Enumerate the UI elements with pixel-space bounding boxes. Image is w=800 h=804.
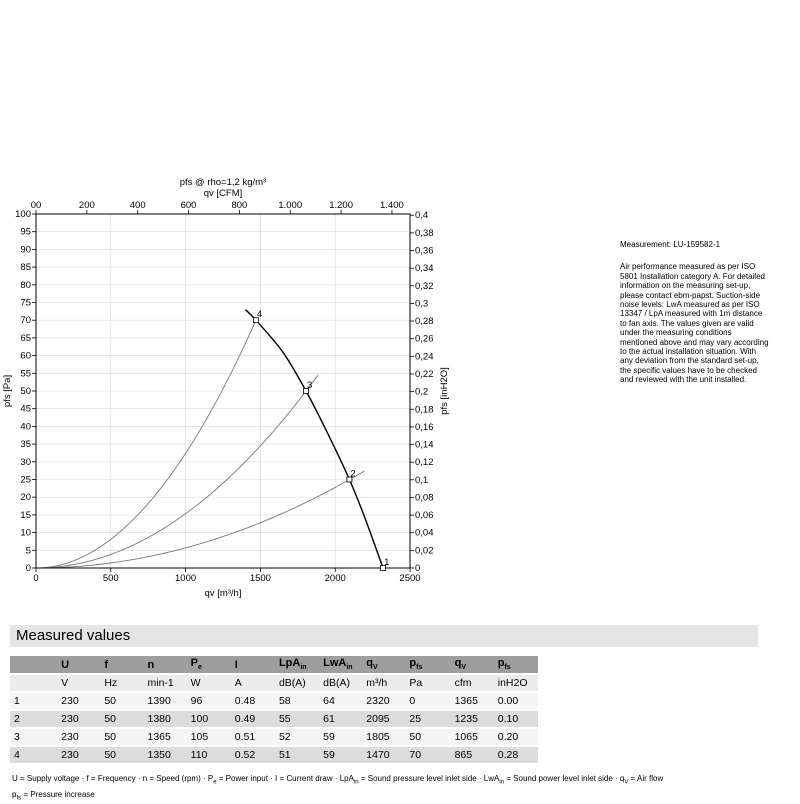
- y2-tick-label: 0,04: [415, 527, 434, 539]
- table-cell-text: 64: [323, 695, 335, 707]
- y2-tick-label: 0,4: [415, 210, 429, 222]
- table-cell-text: 50: [104, 731, 117, 743]
- system-curve: [36, 468, 364, 568]
- header-subscript: e: [197, 664, 202, 672]
- y-axis-title: pfs [Pa]: [2, 374, 13, 408]
- x2-tick-label: 1.400: [380, 200, 404, 211]
- header-cell: [57, 656, 100, 674]
- table-cell: [275, 710, 319, 728]
- y2-tick-label: 0,22: [415, 368, 434, 380]
- header-cell-text: p: [497, 657, 505, 670]
- table-cell: [100, 728, 143, 746]
- y2-tick-label: 0,3: [415, 298, 429, 310]
- table-cell-text: 1805: [366, 731, 390, 743]
- y-tick-label: 65: [20, 332, 31, 344]
- table-cell: [319, 692, 362, 710]
- x2-tick-label: 1.000: [278, 200, 303, 211]
- y-tick-label: 10: [20, 527, 31, 539]
- table-cell-text: 0.51: [234, 731, 256, 743]
- unit-cell-text: m³/h: [366, 677, 388, 689]
- table-cell-text: 4: [14, 749, 20, 761]
- y2-tick-label: 0,16: [415, 421, 434, 433]
- table-cell: [100, 746, 143, 764]
- y-tick-label: 50: [20, 386, 31, 397]
- header-cell-text: LpA: [278, 657, 301, 670]
- table-cell: [10, 710, 57, 728]
- unit-cell: [100, 674, 143, 692]
- table-cell-text: 0.20: [497, 731, 519, 743]
- table-cell-text: 1365: [454, 695, 478, 707]
- table-cell-text: 51: [278, 749, 291, 761]
- table-cell-text: 1380: [147, 713, 171, 725]
- header-cell-text: p: [409, 657, 417, 670]
- header-cell: [275, 656, 319, 674]
- table-cell: [57, 692, 100, 710]
- fan-curve: [245, 310, 383, 568]
- unit-cell-text: W: [190, 677, 201, 689]
- header-cell-text: q: [366, 657, 373, 670]
- table-cell-text: 105: [190, 731, 209, 743]
- table-cell-text: 1: [14, 695, 20, 707]
- table-cell-text: 0.28: [497, 749, 519, 761]
- grid-lines: [36, 214, 410, 568]
- table-cell-text: 55: [278, 713, 291, 725]
- table-legend: [12, 773, 792, 804]
- operating-point-label: 2: [350, 468, 356, 480]
- table-cell: [319, 710, 362, 728]
- table-cell: [275, 746, 319, 764]
- table-cell-text: 0.00: [497, 695, 519, 707]
- y-tick-label: 15: [20, 509, 31, 521]
- table-cell-text: 50: [409, 731, 422, 743]
- table-cell: [319, 728, 362, 746]
- table-cell-text: 1350: [147, 749, 171, 761]
- table-row: [10, 728, 538, 746]
- table-cell: [143, 728, 186, 746]
- y2-axis-title: pfs [inH2O]: [439, 367, 450, 415]
- y-tick-label: 100: [15, 209, 31, 220]
- table-cell-text: 230: [61, 713, 79, 725]
- header-cell-text: LwA: [323, 657, 347, 670]
- x-tick-label: 2000: [324, 573, 346, 584]
- table-cell-text: 0.10: [497, 713, 519, 725]
- header-subscript: in: [346, 664, 353, 672]
- y2-tick-label: 0,1: [415, 474, 429, 486]
- table-cell: [143, 746, 186, 764]
- operating-point-label: 1: [384, 557, 390, 568]
- y-tick-label: 45: [20, 403, 31, 415]
- header-cell-text: f: [104, 658, 108, 671]
- unit-cell-text: A: [234, 677, 242, 689]
- header-cell-text: n: [147, 658, 155, 671]
- table-cell-text: 3: [14, 731, 20, 743]
- table-cell-text: 2095: [366, 713, 390, 725]
- table-row: [10, 746, 538, 764]
- table-units-row: [10, 674, 538, 692]
- y-tick-label: 30: [20, 456, 31, 468]
- operating-point-label: 4: [256, 309, 263, 321]
- unit-cell: [57, 674, 100, 692]
- table-cell: [187, 692, 231, 710]
- y2-tick-label: 0,26: [415, 333, 434, 345]
- table-cell: [10, 746, 57, 764]
- header-cell-text: I: [234, 658, 238, 671]
- y2-tick-label: 0,08: [415, 492, 434, 504]
- unit-cell: [10, 674, 57, 692]
- header-subscript: in: [300, 664, 307, 672]
- unit-cell-text: inH2O: [497, 677, 528, 689]
- table-cell: [10, 692, 57, 710]
- x-tick-label: 1000: [175, 573, 197, 584]
- unit-cell: [405, 674, 450, 692]
- table-cell-text: 230: [61, 749, 79, 761]
- table-cell-text: 1065: [454, 731, 478, 743]
- table-cell: [405, 728, 450, 746]
- legend-line-1: U = Supply voltage · f = Frequency · n = Speed $(rpm) \cdot P_e$ = Power input · I = Current draw · LpA$_{in}$ = Sound pressure level inlet side · LwA$_{in}$ = Sound power level inlet side · $q_V$ = Air flow: [12, 774, 664, 786]
- table-cell: [494, 710, 538, 728]
- measured-values-title: Measured values: [10, 625, 758, 647]
- x2-axis-title: qv [CFM]: [203, 188, 243, 199]
- y-tick-label: 40: [20, 421, 31, 433]
- table-cell: [362, 692, 405, 710]
- y2-tick-label: 0,18: [415, 404, 434, 416]
- y2-tick-label: 0,12: [415, 457, 434, 469]
- header-cell: [319, 656, 362, 674]
- legend-line-2: $p_{fs}$ = Pressure increase: [12, 789, 95, 802]
- table-cell-text: 50: [104, 695, 117, 707]
- table-cell-text: 110: [190, 749, 208, 761]
- header-cell: [405, 656, 450, 674]
- table-cell-text: 52: [278, 731, 291, 743]
- chart-title: pfs @ rho=1,2 kg/m³: [179, 177, 267, 188]
- y-tick-label: 25: [20, 474, 31, 486]
- x2-tick-label: 800: [231, 200, 248, 211]
- fan-performance-chart: [0, 160, 460, 600]
- table-cell: [451, 692, 494, 710]
- table-cell-text: 0: [409, 695, 416, 707]
- x2-tick-label: 00: [30, 200, 42, 211]
- unit-cell-text: Pa: [409, 677, 423, 689]
- table-cell-text: 25: [409, 713, 422, 725]
- table-cell: [187, 728, 231, 746]
- x-tick-label: 2500: [399, 573, 421, 584]
- table-cell-text: 230: [61, 695, 79, 707]
- table-cell: [362, 710, 405, 728]
- operating-point-label: 3: [307, 380, 313, 391]
- y-tick-label: 35: [20, 439, 31, 451]
- table-row: [10, 692, 538, 710]
- table-cell-text: 1235: [454, 713, 478, 725]
- y2-tick-label: 0: [415, 563, 421, 574]
- table-cell: [187, 746, 231, 764]
- header-cell: [143, 656, 186, 674]
- x2-tick-label: 200: [78, 200, 95, 211]
- table-cell: [451, 728, 494, 746]
- unit-cell-text: dB(A): [278, 677, 306, 689]
- unit-cell-text: dB(A): [323, 677, 350, 689]
- unit-cell: [451, 674, 494, 692]
- table-cell: [494, 728, 538, 746]
- y-tick-label: 90: [20, 244, 31, 256]
- table-cell-text: 1365: [147, 731, 171, 743]
- unit-cell: [275, 674, 319, 692]
- x2-tick-label: 400: [129, 200, 146, 211]
- table-cell-text: 59: [323, 749, 335, 761]
- table-header-row: [10, 656, 538, 674]
- unit-cell-text: Hz: [104, 677, 118, 689]
- table-cell-text: 230: [61, 731, 79, 743]
- unit-cell: [231, 674, 275, 692]
- table-cell-text: 0.52: [234, 749, 256, 761]
- table-cell-text: 1390: [147, 695, 171, 707]
- x2-tick-label: 1.200: [329, 200, 353, 211]
- y-tick-label: 55: [20, 368, 31, 380]
- header-cell-text: q: [454, 657, 462, 670]
- table-cell: [187, 710, 231, 728]
- measurement-description: Air performance measured as per ISO 5801 Installation category A. For detailed information on the measuring set-up, please contact ebm-papst. Suction-side noise levels: LwA measured as per ISO 13347 / LpA measured with 1m distance to fan axis. The values given are valid under the measuring conditions mentioned above and may vary according to the actual installation situation. With any deviation from the standard set-up, the specific values have to be checked and reviewed with the unit installed.: [620, 262, 769, 385]
- unit-cell: [362, 674, 405, 692]
- operating-points: [253, 309, 389, 570]
- table-cell-text: 865: [454, 749, 473, 761]
- table-cell: [494, 746, 538, 764]
- measured-values-table: [10, 656, 538, 765]
- y-tick-label: 80: [20, 279, 31, 291]
- y-tick-label: 75: [20, 297, 31, 309]
- header-cell: [362, 656, 405, 674]
- y-tick-label: 0: [25, 563, 31, 574]
- y-tick-label: 85: [20, 262, 31, 274]
- y2-tick-label: 0,36: [415, 245, 434, 257]
- unit-cell: [187, 674, 231, 692]
- table-cell: [451, 746, 494, 764]
- y-tick-label: 70: [20, 315, 31, 327]
- header-cell: [100, 656, 143, 674]
- table-cell: [405, 710, 450, 728]
- table-cell: [231, 710, 275, 728]
- table-cell: [275, 728, 319, 746]
- y2-tick-label: 0,34: [415, 263, 434, 275]
- unit-cell-text: V: [61, 677, 69, 689]
- table-row: [10, 710, 538, 728]
- table-cell: [57, 728, 100, 746]
- table-cell: [100, 710, 143, 728]
- y-tick-label: 60: [20, 350, 31, 362]
- unit-cell-text: cfm: [454, 677, 472, 689]
- table-cell: [100, 692, 143, 710]
- unit-cell: [143, 674, 186, 692]
- y-tick-label: 95: [20, 226, 31, 238]
- table-cell: [231, 746, 275, 764]
- header-subscript: fs: [504, 664, 511, 672]
- x-tick-label: 500: [102, 573, 119, 584]
- table-cell: [451, 710, 494, 728]
- table-cell-text: 70: [409, 749, 422, 761]
- y2-tick-label: 0,2: [415, 386, 429, 398]
- header-cell: [451, 656, 494, 674]
- y2-tick-label: 0,24: [415, 351, 434, 363]
- table-cell-text: 50: [104, 713, 117, 725]
- header-cell: [494, 656, 538, 674]
- measurement-id: Measurement: LU-159582-1: [620, 240, 721, 249]
- table-cell-text: 58: [278, 695, 291, 707]
- table-cell-text: 0.49: [234, 713, 256, 725]
- unit-cell: [494, 674, 538, 692]
- header-subscript: fs: [416, 664, 423, 672]
- table-cell: [405, 746, 450, 764]
- table-cell: [57, 746, 100, 764]
- x-axis-title: qv [m³/h]: [204, 588, 242, 599]
- table-cell-text: 100: [190, 713, 209, 725]
- table-cell: [405, 692, 450, 710]
- table-cell: [362, 728, 405, 746]
- y2-tick-label: 0,38: [415, 227, 434, 239]
- x2-tick-label: 600: [180, 200, 197, 211]
- header-cell-text: U: [61, 658, 70, 671]
- y2-tick-label: 0,28: [415, 316, 434, 328]
- table-cell: [143, 692, 186, 710]
- table-cell: [319, 746, 362, 764]
- table-cell: [275, 692, 319, 710]
- unit-cell-text: min-1: [147, 677, 174, 689]
- y2-tick-label: 0,02: [415, 545, 434, 557]
- table-cell-text: 1470: [366, 749, 390, 761]
- header-cell: [187, 656, 231, 674]
- header-subscript: V: [373, 664, 378, 672]
- table-cell: [10, 728, 57, 746]
- table-cell: [231, 728, 275, 746]
- curves: [36, 310, 383, 568]
- table-cell-text: 59: [323, 731, 335, 743]
- header-cell-text: P: [190, 657, 198, 670]
- header-cell: [10, 656, 57, 674]
- x-tick-label: 1500: [249, 573, 271, 584]
- table-cell: [57, 710, 100, 728]
- y2-tick-label: 0,32: [415, 280, 434, 292]
- table-cell: [231, 692, 275, 710]
- table-cell-text: 2: [14, 713, 20, 725]
- table-cell-text: 61: [323, 713, 335, 725]
- y2-tick-label: 0,14: [415, 439, 434, 451]
- header-subscript: V: [461, 664, 466, 672]
- table-cell: [362, 746, 405, 764]
- table-cell-text: 2320: [366, 695, 390, 707]
- table-cell-text: 0.48: [234, 695, 256, 707]
- y-tick-label: 5: [25, 545, 31, 557]
- system-curve: [36, 375, 318, 568]
- y2-tick-label: 0,06: [415, 510, 434, 522]
- x-tick-label: 0: [33, 573, 39, 584]
- unit-cell: [319, 674, 362, 692]
- y-tick-label: 20: [20, 492, 31, 504]
- header-cell: [231, 656, 275, 674]
- table-cell-text: 96: [190, 695, 203, 707]
- table-cell: [494, 692, 538, 710]
- table-cell: [143, 710, 186, 728]
- table-cell-text: 50: [104, 749, 117, 761]
- measurement-info: [620, 240, 770, 385]
